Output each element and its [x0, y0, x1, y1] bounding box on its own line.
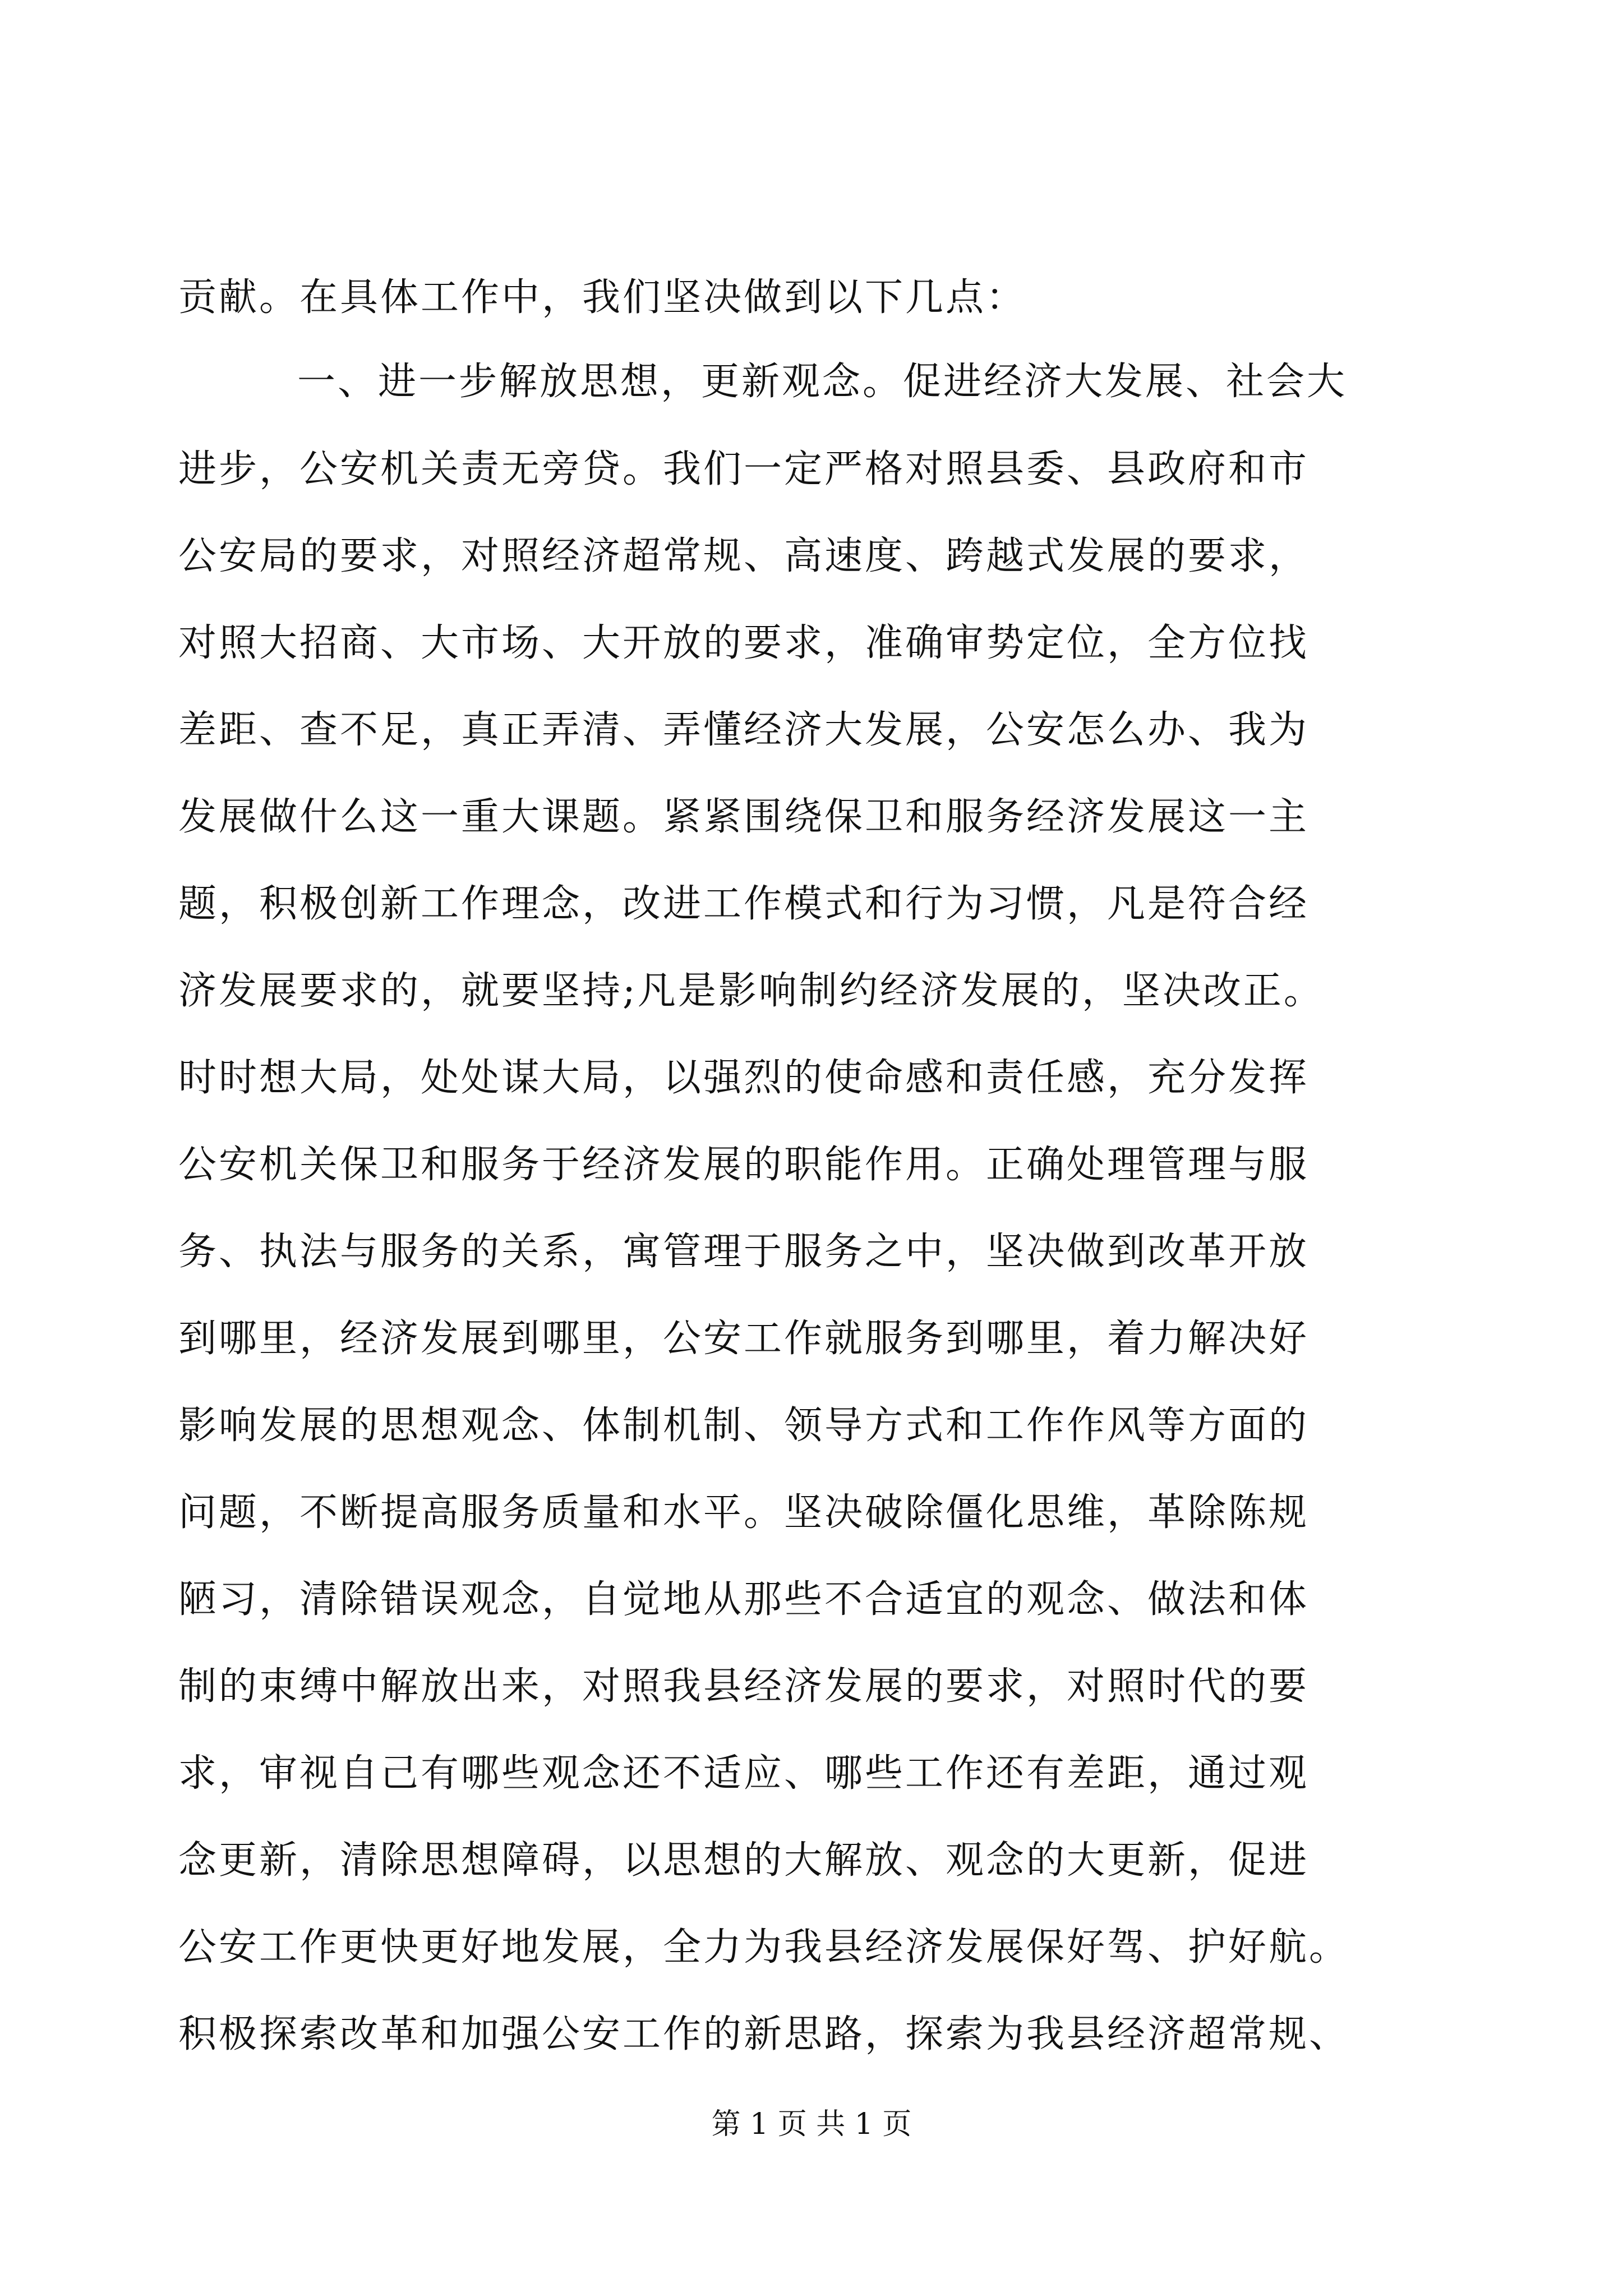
body-text-line: 进步，公安机关责无旁贷。我们一定严格对照县委、县政府和市 — [178, 447, 1310, 491]
body-text-line: 对照大招商、大市场、大开放的要求，准确审势定位，全方位找 — [178, 621, 1310, 665]
body-text-line: 贡献。在具体工作中，我们坚决做到以下几点： — [178, 275, 1027, 320]
body-text-line: 陋习，清除错误观念，自觉地从那些不合适宜的观念、做法和体 — [178, 1577, 1310, 1622]
body-text-line: 差距、查不足，真正弄清、弄懂经济大发展，公安怎么办、我为 — [178, 708, 1310, 752]
body-text-line: 济发展要求的，就要坚持;凡是影响制约经济发展的，坚决改正。 — [178, 969, 1324, 1013]
body-text-line: 发展做什么这一重大课题。紧紧围绕保卫和服务经济发展这一主 — [178, 795, 1310, 839]
body-text-line: 求，审视自己有哪些观念还不适应、哪些工作还有差距，通过观 — [178, 1751, 1310, 1796]
body-text-line: 影响发展的思想观念、体制机制、领导方式和工作作风等方面的 — [178, 1404, 1310, 1448]
body-text-line: 时时想大局，处处谋大局，以强烈的使命感和责任感，充分发挥 — [178, 1056, 1310, 1100]
body-text-line: 务、执法与服务的关系，寓管理于服务之中，坚决做到改革开放 — [178, 1230, 1310, 1274]
body-text-line: 制的束缚中解放出来，对照我县经济发展的要求，对照时代的要 — [178, 1664, 1310, 1709]
body-text-line: 公安局的要求，对照经济超常规、高速度、跨越式发展的要求， — [178, 534, 1310, 578]
body-text-line: 一、进一步解放思想，更新观念。促进经济大发展、社会大 — [297, 360, 1348, 404]
body-text-line: 公安机关保卫和服务于经济发展的职能作用。正确处理管理与服 — [178, 1143, 1310, 1187]
page-number-footer: 第 1 页 共 1 页 — [711, 2108, 912, 2141]
body-text-line: 公安工作更快更好地发展，全力为我县经济发展保好驾、护好航。 — [178, 1925, 1350, 1970]
body-text-line: 积极探索改革和加强公安工作的新思路，探索为我县经济超常规、 — [178, 2012, 1350, 2056]
body-text-line: 念更新，清除思想障碍，以思想的大解放、观念的大更新，促进 — [178, 1838, 1310, 1883]
body-text-line: 题，积极创新工作理念，改进工作模式和行为习惯，凡是符合经 — [178, 882, 1310, 926]
body-text-line: 问题，不断提高服务质量和水平。坚决破除僵化思维，革除陈规 — [178, 1490, 1310, 1535]
body-text-line: 到哪里，经济发展到哪里，公安工作就服务到哪里，着力解决好 — [178, 1317, 1310, 1361]
